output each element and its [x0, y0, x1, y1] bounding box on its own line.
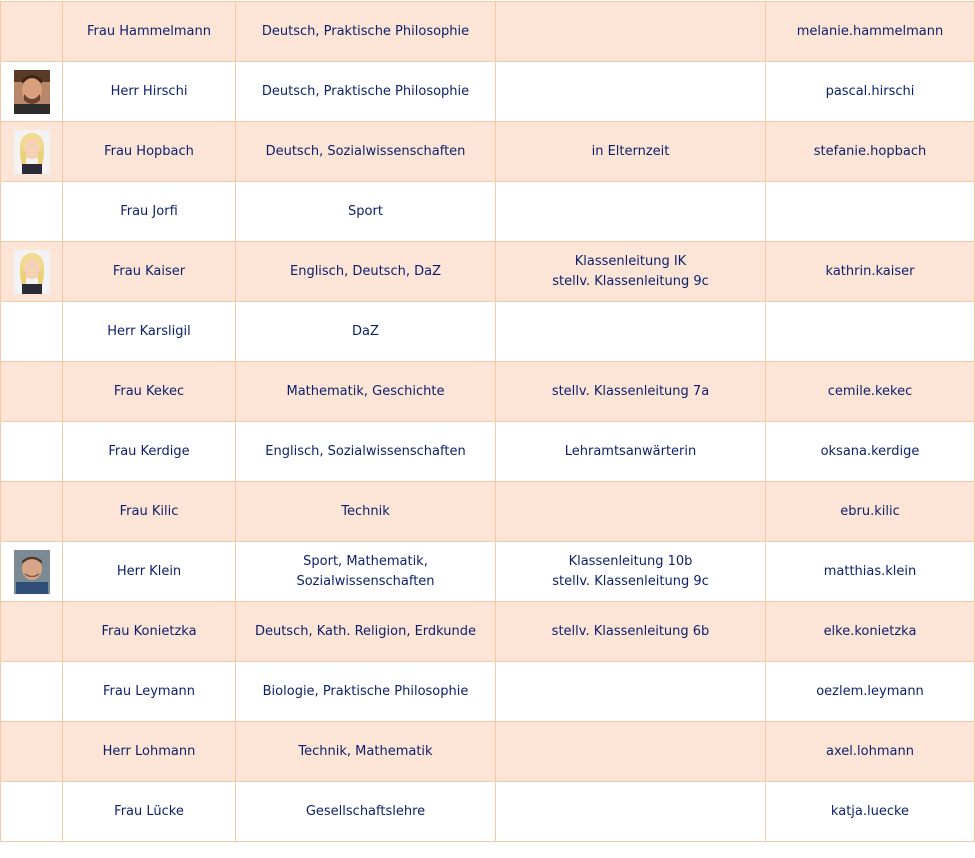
role-cell: [496, 782, 766, 842]
role-cell: [496, 62, 766, 122]
teacher-name: Herr Karsligil: [63, 302, 236, 362]
avatar: [14, 250, 50, 294]
subjects-line: Gesellschaftslehre: [305, 803, 426, 819]
staff-table: [0, 1, 975, 842]
photo-cell: [1, 2, 63, 62]
table-row: [1, 782, 975, 842]
role-cell: [496, 662, 766, 722]
email-cell: oezlem.leymann: [766, 662, 975, 722]
table-row: [1, 662, 975, 722]
table-row: [1, 62, 975, 122]
subjects-line: Technik, Mathematik: [298, 743, 433, 759]
email-cell: [766, 302, 975, 362]
table-row: [1, 602, 975, 662]
subjects-cell: [236, 722, 496, 782]
role-cell: [496, 122, 766, 182]
role-line: Klassenleitung IK: [574, 253, 687, 269]
role-cell: [496, 422, 766, 482]
subjects-line: Englisch, Deutsch, DaZ: [289, 263, 441, 279]
photo-cell: [1, 602, 63, 662]
email-cell: melanie.hammelmann: [766, 2, 975, 62]
photo-cell: [1, 422, 63, 482]
table-row: [1, 362, 975, 422]
photo-cell: [1, 182, 63, 242]
teacher-name: Frau Jorfi: [63, 182, 236, 242]
email-cell: stefanie.hopbach: [766, 122, 975, 182]
subjects-cell: [236, 62, 496, 122]
table-row: [1, 122, 975, 182]
subjects-cell: [236, 302, 496, 362]
role-line: stellv. Klassenleitung 9c: [552, 573, 709, 589]
role-cell: [496, 182, 766, 242]
email-cell: axel.lohmann: [766, 722, 975, 782]
role-line: in Elternzeit: [591, 143, 670, 159]
email-cell: ebru.kilic: [766, 482, 975, 542]
photo-cell: [1, 242, 63, 302]
teacher-name: Herr Hirschi: [63, 62, 236, 122]
subjects-cell: [236, 422, 496, 482]
photo-cell: [1, 782, 63, 842]
email-cell: cemile.kekec: [766, 362, 975, 422]
subjects-cell: [236, 182, 496, 242]
table-row: [1, 182, 975, 242]
subjects-cell: [236, 242, 496, 302]
photo-cell: [1, 722, 63, 782]
photo-cell: [1, 62, 63, 122]
role-line: stellv. Klassenleitung 7a: [551, 383, 710, 399]
teacher-name: Frau Konietzka: [63, 602, 236, 662]
role-cell: [496, 362, 766, 422]
table-row: [1, 482, 975, 542]
role-cell: [496, 242, 766, 302]
table-row: [1, 542, 975, 602]
role-cell: [496, 482, 766, 542]
subjects-cell: [236, 602, 496, 662]
teacher-name: Frau Kerdige: [63, 422, 236, 482]
subjects-cell: [236, 542, 496, 602]
role-cell: [496, 302, 766, 362]
subjects-cell: [236, 482, 496, 542]
table-row: [1, 2, 975, 62]
subjects-cell: [236, 122, 496, 182]
subjects-line: Sozialwissenschaften: [296, 573, 435, 589]
table-row: [1, 722, 975, 782]
teacher-name: Frau Leymann: [63, 662, 236, 722]
role-cell: [496, 542, 766, 602]
subjects-line: Deutsch, Praktische Philosophie: [261, 83, 470, 99]
teacher-name: Frau Kaiser: [63, 242, 236, 302]
subjects-cell: [236, 2, 496, 62]
role-cell: [496, 2, 766, 62]
teacher-name: Frau Hammelmann: [63, 2, 236, 62]
email-cell: oksana.kerdige: [766, 422, 975, 482]
photo-cell: [1, 542, 63, 602]
subjects-line: Englisch, Sozialwissenschaften: [265, 443, 466, 459]
subjects-line: Technik: [341, 503, 390, 519]
subjects-line: Deutsch, Praktische Philosophie: [261, 23, 470, 39]
subjects-line: DaZ: [352, 323, 379, 339]
teacher-name: Frau Hopbach: [63, 122, 236, 182]
email-cell: katja.luecke: [766, 782, 975, 842]
subjects-cell: [236, 362, 496, 422]
photo-cell: [1, 482, 63, 542]
subjects-line: Sport: [348, 203, 383, 219]
subjects-line: Biologie, Praktische Philosophie: [262, 683, 469, 699]
email-cell: kathrin.kaiser: [766, 242, 975, 302]
role-line: stellv. Klassenleitung 6b: [551, 623, 710, 639]
email-cell: elke.konietzka: [766, 602, 975, 662]
staff-table-body: [1, 2, 975, 842]
role-cell: [496, 722, 766, 782]
role-line: stellv. Klassenleitung 9c: [552, 273, 709, 289]
table-row: [1, 302, 975, 362]
photo-cell: [1, 662, 63, 722]
subjects-line: Sport, Mathematik,: [303, 553, 428, 569]
photo-cell: [1, 122, 63, 182]
subjects-line: Deutsch, Kath. Religion, Erdkunde: [254, 623, 477, 639]
avatar: [14, 130, 50, 174]
avatar: [14, 550, 50, 594]
email-cell: [766, 182, 975, 242]
subjects-line: Deutsch, Sozialwissenschaften: [265, 143, 466, 159]
email-cell: matthias.klein: [766, 542, 975, 602]
table-row: [1, 422, 975, 482]
subjects-cell: [236, 662, 496, 722]
role-line: Lehramtsanwärterin: [564, 443, 697, 459]
teacher-name: Herr Lohmann: [63, 722, 236, 782]
teacher-name: Frau Kilic: [63, 482, 236, 542]
subjects-line: Mathematik, Geschichte: [286, 383, 445, 399]
subjects-cell: [236, 782, 496, 842]
email-cell: pascal.hirschi: [766, 62, 975, 122]
role-line: Klassenleitung 10b: [568, 553, 693, 569]
teacher-name: Frau Lücke: [63, 782, 236, 842]
teacher-name: Herr Klein: [63, 542, 236, 602]
table-row: [1, 242, 975, 302]
photo-cell: [1, 362, 63, 422]
avatar: [14, 70, 50, 114]
photo-cell: [1, 302, 63, 362]
role-cell: [496, 602, 766, 662]
teacher-name: Frau Kekec: [63, 362, 236, 422]
